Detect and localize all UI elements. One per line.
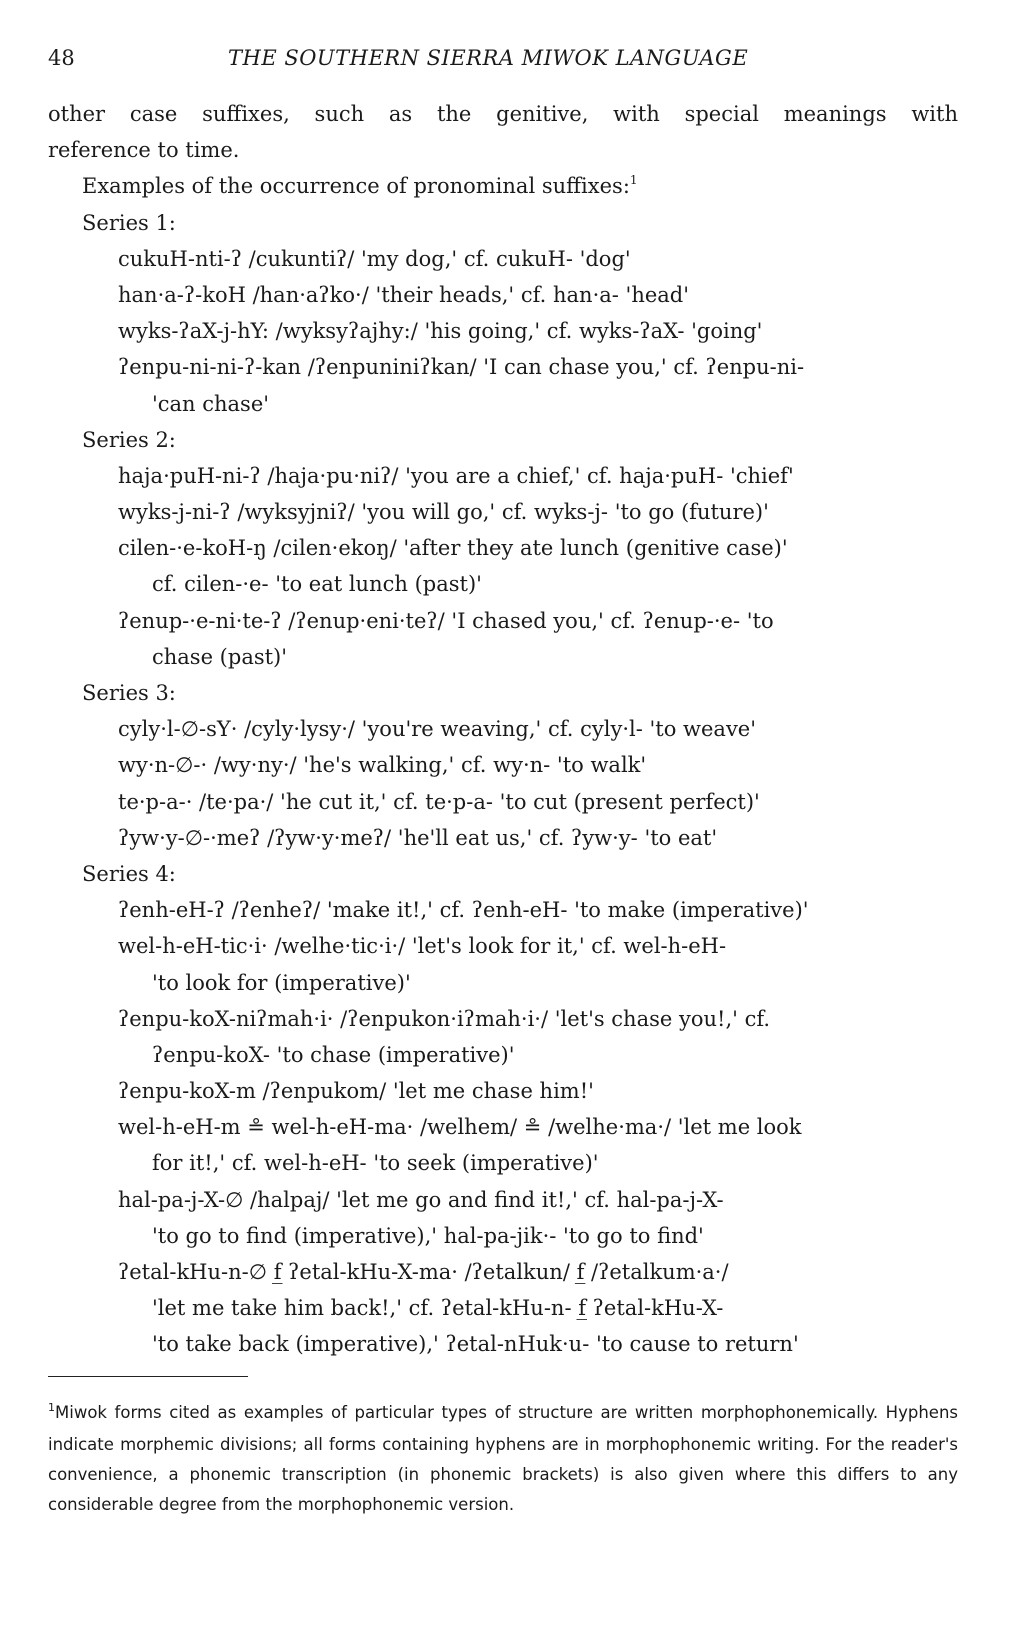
text-line: [48, 386, 958, 422]
text-line: [48, 422, 958, 458]
body-text: [48, 96, 958, 1363]
text-line: [48, 277, 958, 313]
line-text: ʔyw·y-∅-·meʔ /ʔyw·y·meʔ/ 'he'll eat us,' cf. ʔyw·y- 'to eat': [118, 825, 718, 850]
line-text: Series 3:: [82, 681, 176, 705]
line-text: haja·puH-ni-ʔ /haja·pu·niʔ/ 'you are a chief,' cf. haja·puH- 'chief': [118, 463, 794, 488]
line-text: Series 4:: [82, 861, 176, 886]
text-line: [48, 784, 958, 820]
line-text: wy·n-∅-· /wy·ny·/ 'he's walking,' cf. wy·n- 'to walk': [118, 753, 647, 778]
text-line: [48, 856, 958, 892]
footnote: [48, 1398, 958, 1520]
line-text: cilen-·e-koH-ŋ /cilen·ekoŋ/ 'after they ate lunch (genitive case)': [118, 536, 788, 561]
text-line: [48, 711, 958, 747]
text-line: [48, 892, 958, 928]
line-text: Series 2:: [82, 427, 176, 452]
line-text: hal-pa-j-X-∅ /halpaj/ 'let me go and find it!,' cf. hal-pa-j-X-: [118, 1187, 724, 1212]
text-line: [48, 820, 958, 856]
page-number: 48: [48, 46, 75, 70]
text-line: [48, 1073, 958, 1109]
text-line: [48, 675, 958, 711]
text-line: [48, 132, 958, 168]
line-text: 'can chase': [152, 391, 270, 416]
line-text: te·p-a-· /te·pa·/ 'he cut it,' cf. te·p-a- 'to cut (present perfect)': [118, 789, 760, 814]
text-line: [48, 1001, 958, 1037]
line-text: 'to go to find (imperative),' hal-pa-jik·- 'to go to find': [152, 1223, 704, 1248]
line-text: wyks-ʔaX-j-hY: /wyksyʔajhy:/ 'his going,' cf. wyks-ʔaX- 'going': [118, 319, 763, 344]
line-text: ʔenpu-koX- 'to chase (imperative)': [152, 1042, 515, 1067]
line-text: 'to look for (imperative)': [152, 970, 411, 995]
text-line: [48, 458, 958, 494]
text-line: [48, 1145, 958, 1181]
text-line: [48, 603, 958, 639]
line-text: Examples of the occurrence of pronominal suffixes:: [82, 174, 630, 199]
line-text: ʔenpu-koX-niʔmah·i· /ʔenpukon·iʔmah·i·/ 'let's chase you!,' cf.: [118, 1006, 771, 1031]
page-header: [48, 46, 958, 76]
line-text: reference to time.: [48, 138, 240, 163]
text-line: [48, 566, 958, 602]
line-text: 'let me take him back!,' cf. ʔetal-kHu-n- f̲ ʔetal-kHu-X-: [152, 1296, 724, 1321]
text-line: [48, 1290, 958, 1326]
text-line: [48, 205, 958, 241]
running-title: THE SOUTHERN SIERRA MIWOK LANGUAGE: [228, 46, 749, 70]
line-text: wyks-j-ni-ʔ /wyksyjniʔ/ 'you will go,' cf. wyks-j- 'to go (future)': [118, 500, 769, 525]
line-text: ʔenh-eH-ʔ /ʔenheʔ/ 'make it!,' cf. ʔenh-eH- 'to make (imperative)': [118, 898, 809, 923]
line-text: cyly·l-∅-sY· /cyly·lysy·/ 'you're weaving,' cf. cyly·l- 'to weave': [118, 717, 757, 742]
text-line: [48, 1218, 958, 1254]
line-text: ʔetal-kHu-n-∅ f̲ ʔetal-kHu-X-ma· /ʔetalkun/ f̲ /ʔetalkum·a·/: [118, 1260, 729, 1284]
line-text: cukuH-nti-ʔ /cukuntiʔ/ 'my dog,' cf. cukuH- 'dog': [118, 246, 631, 271]
line-text: han·a-ʔ-koH /han·aʔko·/ 'their heads,' cf. han·a- 'head': [118, 282, 690, 307]
text-line: [48, 168, 958, 204]
text-line: [48, 1182, 958, 1218]
text-line: [48, 96, 958, 132]
text-line: [48, 639, 958, 675]
line-text: other case suffixes, such as the genitive, with special meanings with: [48, 102, 958, 126]
text-line: [48, 241, 958, 277]
line-text: ʔenup-·e-ni·te-ʔ /ʔenup·eni·teʔ/ 'I chased you,' cf. ʔenup-·e- 'to: [118, 608, 774, 633]
footnote-marker: 1: [48, 1401, 55, 1414]
text-line: [48, 349, 958, 385]
text-line: [48, 928, 958, 964]
footnote-text: Miwok forms cited as examples of particular types of structure are written morphophonemically. Hyphens indicate morphemic divisions; all forms containing hyphens are in morphophonemic writing. For the reader's convenience, a phonemic transcription (in phonemic brackets) is also given where this differs to any considerable degree from the morphophonemic version.: [48, 1403, 958, 1514]
line-text: for it!,' cf. wel-h-eH- 'to seek (imperative)': [152, 1151, 599, 1176]
line-text: ʔenpu-koX-m /ʔenpukom/ 'let me chase him!': [118, 1079, 594, 1104]
text-line: [48, 494, 958, 530]
line-text: Series 1:: [82, 210, 176, 235]
text-line: [48, 1326, 958, 1362]
line-text: wel-h-eH-tic·i· /welhe·tic·i·/ 'let's look for it,' cf. wel-h-eH-: [118, 934, 727, 959]
footnote-rule: [48, 1376, 248, 1377]
line-text: wel-h-eH-m ≗ wel-h-eH-ma· /welhem/ ≗ /welhe·ma·/ 'let me look: [118, 1115, 802, 1140]
line-text: cf. cilen-·e- 'to eat lunch (past)': [152, 572, 482, 597]
text-line: [48, 1254, 958, 1290]
text-line: [48, 1109, 958, 1145]
text-line: [48, 530, 958, 566]
footnote-reference: 1: [629, 173, 638, 188]
line-text: ʔenpu-ni-ni-ʔ-kan /ʔenpuniniʔkan/ 'I can chase you,' cf. ʔenpu-ni-: [118, 355, 805, 380]
line-text: 'to take back (imperative),' ʔetal-nHuk·u- 'to cause to return': [152, 1332, 799, 1357]
text-line: [48, 747, 958, 783]
text-line: [48, 1037, 958, 1073]
text-line: [48, 313, 958, 349]
line-text: chase (past)': [152, 644, 288, 669]
text-line: [48, 965, 958, 1001]
